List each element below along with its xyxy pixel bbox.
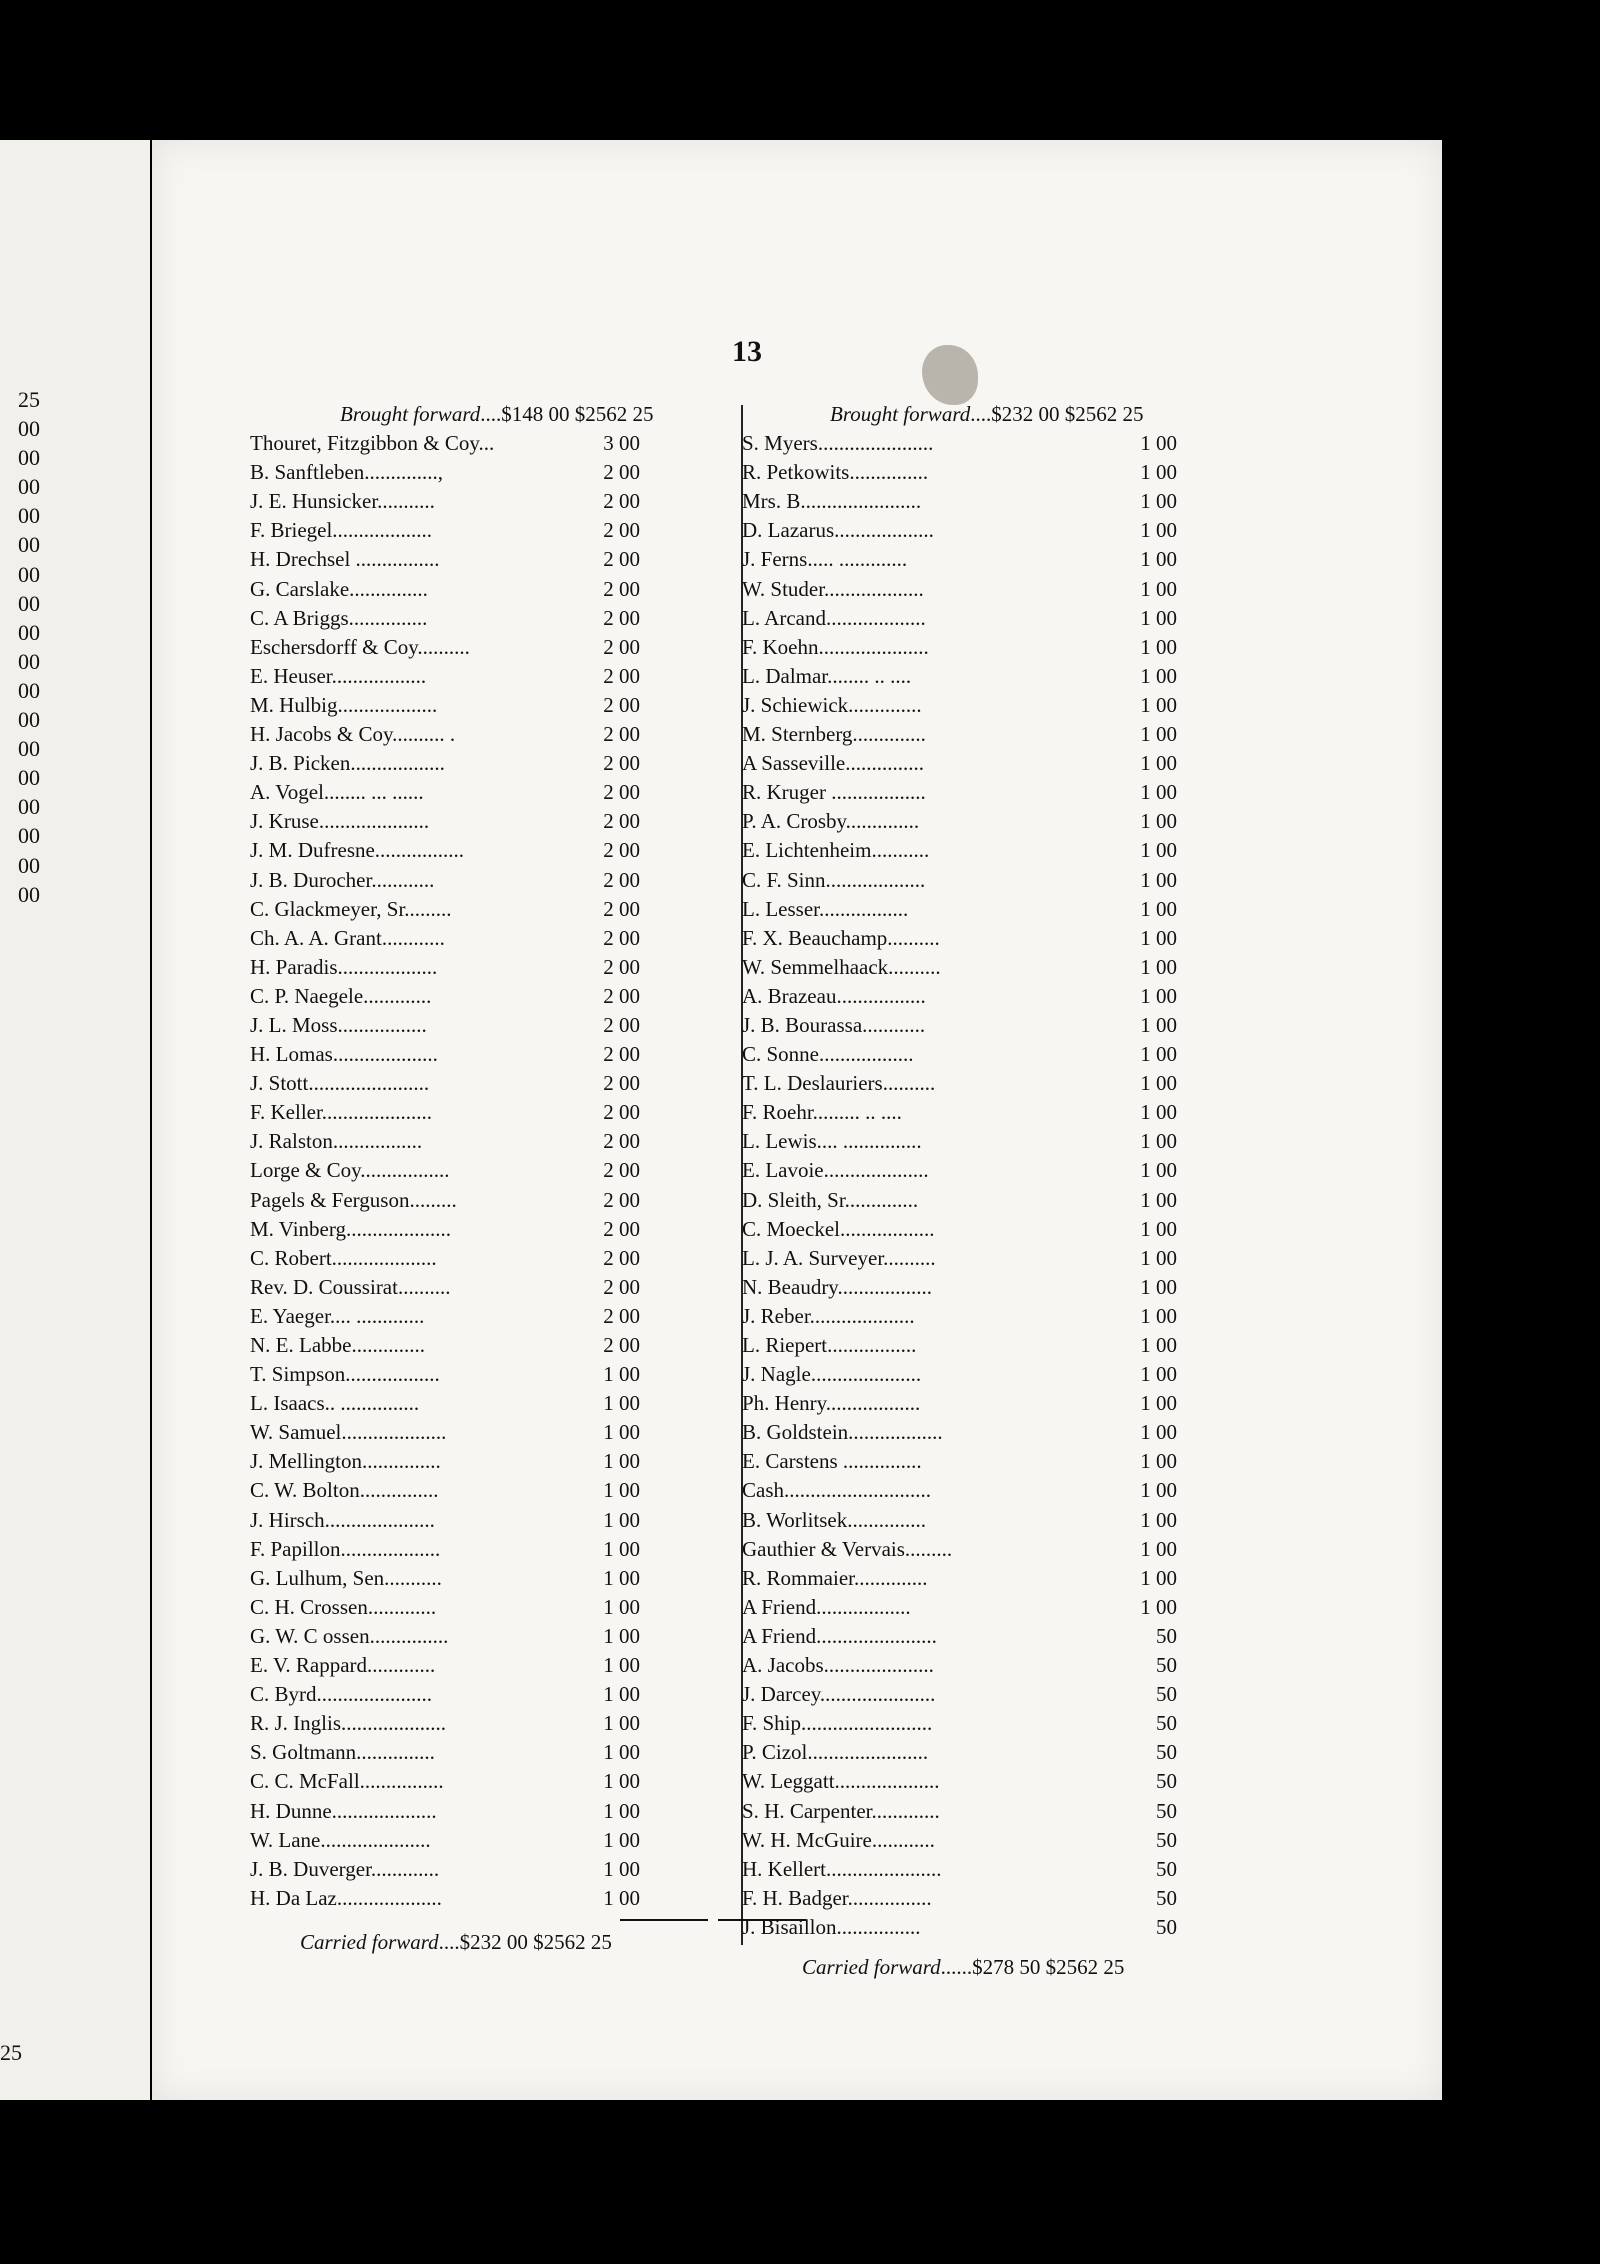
ledger-row — [742, 1622, 1402, 1651]
carried-forward-amount: ......$278 50 — [940, 1954, 1041, 1979]
donor-name: Rev. D. Coussirat.......... — [250, 1274, 451, 1299]
donation-amount: 1 00 — [1140, 547, 1177, 572]
donor-name: P. Cizol....................... — [742, 1740, 929, 1765]
donation-amount: 2 00 — [603, 1012, 640, 1037]
donation-amount: 1 00 — [603, 1391, 640, 1416]
ledger-row — [742, 1156, 1402, 1185]
ledger-row — [742, 1680, 1402, 1709]
donor-name: G. Lulhum, Sen........... — [250, 1565, 442, 1590]
left-page-amount: 00 — [18, 416, 40, 442]
ledger-row — [742, 1738, 1402, 1767]
ledger-row — [742, 633, 1402, 662]
donation-amount: 1 00 — [1140, 1187, 1177, 1212]
donor-name: J. Kruse..................... — [250, 809, 430, 834]
donor-name: Pagels & Ferguson......... — [250, 1187, 457, 1212]
donor-name: W. Semmelhaack.......... — [742, 954, 941, 979]
donation-amount: 1 00 — [1140, 896, 1177, 921]
donor-name: W. H. McGuire............ — [742, 1827, 935, 1852]
donation-amount: 1 00 — [603, 1885, 640, 1910]
donor-name: C. Robert.................... — [250, 1245, 437, 1270]
donor-name: A. Vogel........ ... ...... — [250, 780, 424, 805]
donation-amount: 2 00 — [603, 634, 640, 659]
donor-name: W. Studer................... — [742, 576, 924, 601]
donation-amount: 1 00 — [1140, 576, 1177, 601]
donation-amount: 1 00 — [603, 1740, 640, 1765]
ledger-row — [742, 516, 1402, 545]
donation-amount: 1 00 — [1140, 867, 1177, 892]
donation-amount: 2 00 — [603, 663, 640, 688]
donor-name: C. Glackmeyer, Sr......... — [250, 896, 452, 921]
donor-name: C. A Briggs............... — [250, 605, 428, 630]
donor-name: N. E. Labbe.............. — [250, 1333, 425, 1357]
subtotal-rule — [620, 1919, 708, 1921]
donor-name: R. Rommaier.............. — [742, 1565, 928, 1590]
ledger-row — [742, 1651, 1402, 1680]
brought-forward-label: Brought forward — [340, 402, 481, 426]
donation-amount: 1 00 — [1140, 1565, 1177, 1590]
donor-name: H. Jacobs & Coy.......... . — [250, 722, 456, 747]
donation-amount: 1 00 — [603, 1507, 640, 1532]
donation-amount: 2 00 — [603, 838, 640, 863]
donor-name: Lorge & Coy................. — [250, 1158, 450, 1183]
donation-amount: 1 00 — [1140, 751, 1177, 776]
brought-forward-amount: ....$232 00 — [970, 402, 1060, 426]
donor-name: C. W. Bolton............... — [250, 1478, 439, 1503]
donation-amount: 1 00 — [1140, 1012, 1177, 1037]
donor-name: M. Sternberg.............. — [742, 722, 926, 747]
right-entries — [742, 429, 1402, 1942]
donation-amount: 1 00 — [1140, 605, 1177, 630]
donor-name: M. Vinberg.................... — [250, 1216, 451, 1241]
donor-name: C. F. Sinn................... — [742, 867, 926, 892]
donation-amount: 2 00 — [603, 518, 640, 543]
donation-amount: 1 00 — [1140, 1449, 1177, 1474]
donation-amount: 2 00 — [603, 1042, 640, 1067]
left-page-amount: 00 — [18, 881, 40, 907]
donation-amount: 1 00 — [1140, 1216, 1177, 1241]
brought-forward-total: $2562 25 — [574, 402, 654, 426]
ledger-row — [742, 1797, 1402, 1826]
right-brought-forward — [830, 400, 1402, 429]
donation-amount: 1 00 — [603, 1827, 640, 1852]
donor-name: F. Papillon................... — [250, 1536, 441, 1561]
donor-name: E. V. Rappard............. — [250, 1653, 436, 1678]
donation-amount: 50 — [1156, 1682, 1177, 1707]
donation-amount: 1 00 — [1140, 1129, 1177, 1154]
ledger-row — [742, 720, 1402, 749]
donation-amount: 50 — [1156, 1711, 1177, 1736]
donation-amount: 2 00 — [603, 896, 640, 921]
donor-name: L. Lesser................. — [742, 896, 909, 921]
donor-name: A Sasseville............... — [742, 751, 924, 776]
donor-name: L. Riepert................. — [742, 1333, 917, 1357]
donor-name: B. Worlitsek............... — [742, 1507, 927, 1532]
donor-name: R. Kruger .................. — [742, 780, 926, 805]
donor-name: L. Dalmar........ .. .... — [742, 663, 912, 688]
donor-name: F. Ship......................... — [742, 1711, 933, 1736]
donation-amount: 3 00 — [603, 431, 640, 456]
donor-name: F. Briegel................... — [250, 518, 433, 543]
donor-name: P. A. Crosby.............. — [742, 809, 920, 834]
ledger-row — [742, 1884, 1402, 1913]
donation-amount: 2 00 — [603, 1303, 640, 1328]
brought-forward-total: $2562 25 — [1064, 402, 1144, 426]
carried-forward-amount: ....$232 00 — [438, 1929, 528, 1954]
donor-name: Gauthier & Vervais......... — [742, 1536, 953, 1561]
left-page-amount: 00 — [18, 619, 40, 645]
ledger-row — [742, 1535, 1402, 1564]
donation-amount: 1 00 — [1140, 1100, 1177, 1125]
ledger-row — [742, 604, 1402, 633]
ledger-row — [742, 749, 1402, 778]
left-page-edge — [0, 140, 150, 2100]
donation-amount: 1 00 — [603, 1682, 640, 1707]
donor-name: J. Ferns..... ............. — [742, 547, 908, 572]
donation-amount: 1 00 — [603, 1478, 640, 1503]
ledger-row — [742, 575, 1402, 604]
donation-amount: 1 00 — [603, 1536, 640, 1561]
donation-amount: 1 00 — [1140, 780, 1177, 805]
donation-amount: 2 00 — [603, 1333, 640, 1357]
ledger-row — [742, 1767, 1402, 1796]
donor-name: E. Heuser.................. — [250, 663, 427, 688]
ledger-row — [742, 1564, 1402, 1593]
donor-name: F. Roehr......... .. .... — [742, 1100, 902, 1125]
ledger-row — [742, 1389, 1402, 1418]
donor-name: J. B. Picken.................. — [250, 751, 445, 776]
donation-amount: 50 — [1156, 1653, 1177, 1678]
donation-amount: 2 00 — [603, 1071, 640, 1096]
ledger-row — [742, 1913, 1402, 1942]
carried-forward-total: $2562 25 — [1045, 1954, 1125, 1979]
donation-amount: 50 — [1156, 1769, 1177, 1794]
donor-name: S. H. Carpenter............. — [742, 1798, 940, 1823]
donor-name: E. Yaeger.... ............. — [250, 1303, 425, 1328]
donation-amount: 2 00 — [603, 692, 640, 717]
ledger-row — [742, 953, 1402, 982]
page-number: 13 — [732, 335, 762, 368]
ledger-row — [742, 662, 1402, 691]
left-page-amount: 00 — [18, 590, 40, 616]
donation-amount: 50 — [1156, 1914, 1177, 1939]
donor-name: J. B. Durocher............ — [250, 867, 435, 892]
donation-amount: 1 00 — [603, 1362, 640, 1387]
donation-amount: 2 00 — [603, 722, 640, 747]
donation-amount: 2 00 — [603, 954, 640, 979]
donation-amount: 1 00 — [1140, 1158, 1177, 1183]
donor-name: J. Hirsch..................... — [250, 1507, 435, 1532]
donation-amount: 50 — [1156, 1798, 1177, 1823]
donor-name: A. Jacobs..................... — [742, 1653, 934, 1678]
donor-name: R. Petkowits............... — [742, 460, 929, 485]
ledger-row — [742, 1826, 1402, 1855]
donor-name: H. Drechsel ................ — [250, 547, 440, 572]
donation-amount: 1 00 — [1140, 925, 1177, 950]
donation-amount: 1 00 — [1140, 1042, 1177, 1067]
donation-amount: 2 00 — [603, 576, 640, 601]
donor-name: J. Mellington............... — [250, 1449, 441, 1474]
ledger-row — [742, 487, 1402, 516]
donor-name: F. Keller..................... — [250, 1100, 433, 1125]
ledger-page — [152, 140, 1442, 2100]
left-page-amount: 00 — [18, 561, 40, 587]
ledger-row — [742, 1855, 1402, 1884]
ledger-row — [742, 1360, 1402, 1389]
donation-amount: 2 00 — [603, 1100, 640, 1125]
ledger-row — [742, 836, 1402, 865]
left-page-amount: 00 — [18, 474, 40, 500]
donation-amount: 1 00 — [603, 1798, 640, 1823]
brought-forward-label: Brought forward — [830, 402, 971, 426]
donation-amount: 1 00 — [603, 1420, 640, 1445]
donation-amount: 50 — [1156, 1740, 1177, 1765]
ledger-row — [742, 1186, 1402, 1215]
donation-amount: 50 — [1156, 1827, 1177, 1852]
left-page-amount: 00 — [18, 707, 40, 733]
donor-name: C. Moeckel.................. — [742, 1216, 935, 1241]
donor-name: J. M. Dufresne................. — [250, 838, 465, 863]
donation-amount: 2 00 — [603, 925, 640, 950]
donation-amount: 2 00 — [603, 983, 640, 1008]
donation-amount: 1 00 — [1140, 1071, 1177, 1096]
donor-name: Cash............................ — [742, 1478, 931, 1503]
donor-name: J. B. Duverger............. — [250, 1856, 440, 1881]
donation-amount: 2 00 — [603, 1274, 640, 1299]
donation-amount: 1 00 — [1140, 1274, 1177, 1299]
donor-name: C. C. McFall................ — [250, 1769, 444, 1794]
donation-amount: 1 00 — [1140, 1594, 1177, 1619]
donor-name: H. Kellert...................... — [742, 1856, 942, 1881]
donor-name: Thouret, Fitzgibbon & Coy... — [250, 431, 495, 456]
donation-amount: 1 00 — [1140, 1362, 1177, 1387]
donation-amount: 2 00 — [603, 1216, 640, 1241]
ledger-row — [742, 458, 1402, 487]
donor-name: J. Bisaillon................ — [742, 1914, 921, 1939]
ledger-row — [742, 1127, 1402, 1156]
ledger-row — [742, 778, 1402, 807]
donor-name: E. Lavoie.................... — [742, 1158, 929, 1183]
donation-amount: 1 00 — [603, 1856, 640, 1881]
donation-amount: 2 00 — [603, 751, 640, 776]
ledger-row — [742, 895, 1402, 924]
donation-amount: 1 00 — [1140, 1333, 1177, 1357]
donation-amount: 2 00 — [603, 780, 640, 805]
ledger-row — [742, 1302, 1402, 1331]
ledger-row — [742, 924, 1402, 953]
ledger-row — [742, 1593, 1402, 1622]
donation-amount: 1 00 — [1140, 954, 1177, 979]
left-page-amount: 00 — [18, 736, 40, 762]
ledger-row — [742, 1418, 1402, 1447]
donor-name: C. P. Naegele............. — [250, 983, 432, 1008]
donation-amount: 1 00 — [1140, 1303, 1177, 1328]
ledger-row — [742, 1098, 1402, 1127]
donation-amount: 1 00 — [603, 1565, 640, 1590]
ledger-row — [742, 1040, 1402, 1069]
donation-amount: 1 00 — [1140, 838, 1177, 863]
donor-name: M. Hulbig................... — [250, 692, 438, 717]
donor-name: C. H. Crossen............. — [250, 1594, 437, 1619]
ledger-row — [742, 1709, 1402, 1738]
donor-name: L. J. A. Surveyer.......... — [742, 1245, 936, 1270]
left-page-amount: 00 — [18, 648, 40, 674]
donor-name: E. Carstens ............... — [742, 1449, 922, 1474]
left-page-amount: 00 — [18, 532, 40, 558]
ledger-row — [742, 1447, 1402, 1476]
donor-name: T. Simpson.................. — [250, 1362, 440, 1387]
donation-amount: 1 00 — [1140, 809, 1177, 834]
donor-name: A Friend.................. — [742, 1594, 911, 1619]
donor-name: S. Myers...................... — [742, 431, 934, 456]
ledger-row — [742, 1476, 1402, 1505]
ledger-row — [742, 1273, 1402, 1302]
left-page-amount: 00 — [18, 823, 40, 849]
donation-amount: 1 00 — [603, 1653, 640, 1678]
donation-amount: 1 00 — [1140, 1391, 1177, 1416]
donation-amount: 1 00 — [603, 1711, 640, 1736]
donor-name: H. Lomas.................... — [250, 1042, 438, 1067]
donation-amount: 1 00 — [1140, 692, 1177, 717]
donor-name: H. Paradis................... — [250, 954, 438, 979]
donor-name: J. Ralston................. — [250, 1129, 423, 1154]
donation-amount: 2 00 — [603, 1158, 640, 1183]
donation-amount: 1 00 — [1140, 1420, 1177, 1445]
donor-name: W. Leggatt.................... — [742, 1769, 940, 1794]
ledger-row — [742, 691, 1402, 720]
donor-name: B. Sanftleben.............., — [250, 460, 444, 485]
donation-amount: 2 00 — [603, 605, 640, 630]
carried-forward-label: Carried forward — [300, 1929, 439, 1954]
donation-amount: 1 00 — [1140, 1478, 1177, 1503]
right-carried-forward — [802, 1952, 1402, 1982]
donor-name: N. Beaudry.................. — [742, 1274, 932, 1299]
donor-name: Eschersdorff & Coy.......... — [250, 634, 470, 659]
donor-name: A Friend....................... — [742, 1623, 937, 1648]
ink-blot — [922, 345, 978, 405]
donor-name: G. Carslake............... — [250, 576, 428, 601]
left-page-amount: 00 — [18, 503, 40, 529]
donor-name: D. Sleith, Sr.............. — [742, 1187, 919, 1212]
left-page-amounts — [0, 385, 40, 909]
ledger-row — [742, 429, 1402, 458]
donor-name: J. Schiewick.............. — [742, 692, 922, 717]
donation-amount: 1 00 — [1140, 663, 1177, 688]
donor-name: L. Lewis.... ............... — [742, 1129, 922, 1154]
donor-name: C. Sonne.................. — [742, 1042, 914, 1067]
donor-name: J. Nagle..................... — [742, 1362, 922, 1387]
donor-name: Ch. A. A. Grant............ — [250, 925, 445, 950]
brought-forward-amount: ....$148 00 — [480, 402, 570, 426]
donation-amount: 50 — [1156, 1885, 1177, 1910]
ledger-row — [742, 982, 1402, 1011]
donor-name: S. Goltmann............... — [250, 1740, 435, 1765]
donor-name: J. Reber.................... — [742, 1303, 915, 1328]
donation-amount: 2 00 — [603, 460, 640, 485]
donor-name: T. L. Deslauriers.......... — [742, 1071, 936, 1096]
donation-amount: 1 00 — [1140, 518, 1177, 543]
donation-amount: 2 00 — [603, 1245, 640, 1270]
donation-amount: 1 00 — [1140, 1507, 1177, 1532]
donor-name: H. Dunne.................... — [250, 1798, 437, 1823]
left-page-amount: 00 — [18, 677, 40, 703]
ledger-row — [742, 807, 1402, 836]
donor-name: D. Lazarus................... — [742, 518, 934, 543]
donation-amount: 1 00 — [603, 1449, 640, 1474]
donor-name: C. Byrd...................... — [250, 1682, 433, 1707]
donation-amount: 1 00 — [1140, 722, 1177, 747]
donation-amount: 2 00 — [603, 1187, 640, 1212]
ledger-row — [742, 866, 1402, 895]
donation-amount: 50 — [1156, 1856, 1177, 1881]
left-page-amount: 25 — [18, 387, 40, 412]
donor-name: F. X. Beauchamp.......... — [742, 925, 940, 950]
donor-name: Ph. Henry.................. — [742, 1391, 921, 1416]
ledger-row — [742, 1215, 1402, 1244]
donation-amount: 1 00 — [1140, 489, 1177, 514]
carried-forward-total: $2562 25 — [533, 1929, 612, 1954]
donor-name: J. Darcey...................... — [742, 1682, 936, 1707]
donor-name: W. Samuel.................... — [250, 1420, 447, 1445]
left-page-amount: 00 — [18, 794, 40, 820]
donor-name: L. Isaacs.. ............... — [250, 1391, 420, 1416]
donation-amount: 1 00 — [603, 1623, 640, 1648]
donor-name: Mrs. B....................... — [742, 489, 922, 514]
donor-name: G. W. C ossen............... — [250, 1623, 449, 1648]
donor-name: H. Da Laz.................... — [250, 1885, 442, 1910]
left-page-amount: 00 — [18, 852, 40, 878]
left-page-amount: 00 — [18, 445, 40, 471]
donation-amount: 1 00 — [1140, 431, 1177, 456]
donor-name: W. Lane..................... — [250, 1827, 431, 1852]
donation-amount: 2 00 — [603, 547, 640, 572]
carried-forward-label: Carried forward — [802, 1954, 941, 1979]
donation-amount: 1 00 — [1140, 983, 1177, 1008]
donor-name: L. Arcand................... — [742, 605, 926, 630]
left-page-bottom-value: 25 — [0, 2040, 22, 2065]
donor-name: F. H. Badger................ — [742, 1885, 932, 1910]
ledger-row — [742, 1244, 1402, 1273]
left-page-amount: 00 — [18, 765, 40, 791]
donation-amount: 1 00 — [603, 1594, 640, 1619]
donor-name: J. E. Hunsicker........... — [250, 489, 435, 514]
donor-name: E. Lichtenheim........... — [742, 838, 930, 863]
donor-name: J. L. Moss................. — [250, 1012, 427, 1037]
ledger-row — [742, 1331, 1402, 1360]
ledger-row — [742, 545, 1402, 574]
donation-amount: 1 00 — [1140, 460, 1177, 485]
donation-amount: 1 00 — [1140, 1536, 1177, 1561]
donation-amount: 2 00 — [603, 489, 640, 514]
donor-name: A. Brazeau................. — [742, 983, 926, 1008]
donor-name: J. Stott....................... — [250, 1071, 430, 1096]
donor-name: B. Goldstein.................. — [742, 1420, 943, 1445]
donor-name: R. J. Inglis.................... — [250, 1711, 447, 1736]
donation-amount: 2 00 — [603, 867, 640, 892]
right-column — [742, 400, 1402, 1982]
donation-amount: 2 00 — [603, 1129, 640, 1154]
donation-amount: 1 00 — [1140, 634, 1177, 659]
donation-amount: 1 00 — [603, 1769, 640, 1794]
donor-name: F. Koehn..................... — [742, 634, 929, 659]
ledger-row — [742, 1011, 1402, 1040]
donation-amount: 1 00 — [1140, 1245, 1177, 1270]
donor-name: J. B. Bourassa............ — [742, 1012, 926, 1037]
ledger-row — [742, 1506, 1402, 1535]
donation-amount: 50 — [1156, 1623, 1177, 1648]
donation-amount: 2 00 — [603, 809, 640, 834]
ledger-row — [742, 1069, 1402, 1098]
